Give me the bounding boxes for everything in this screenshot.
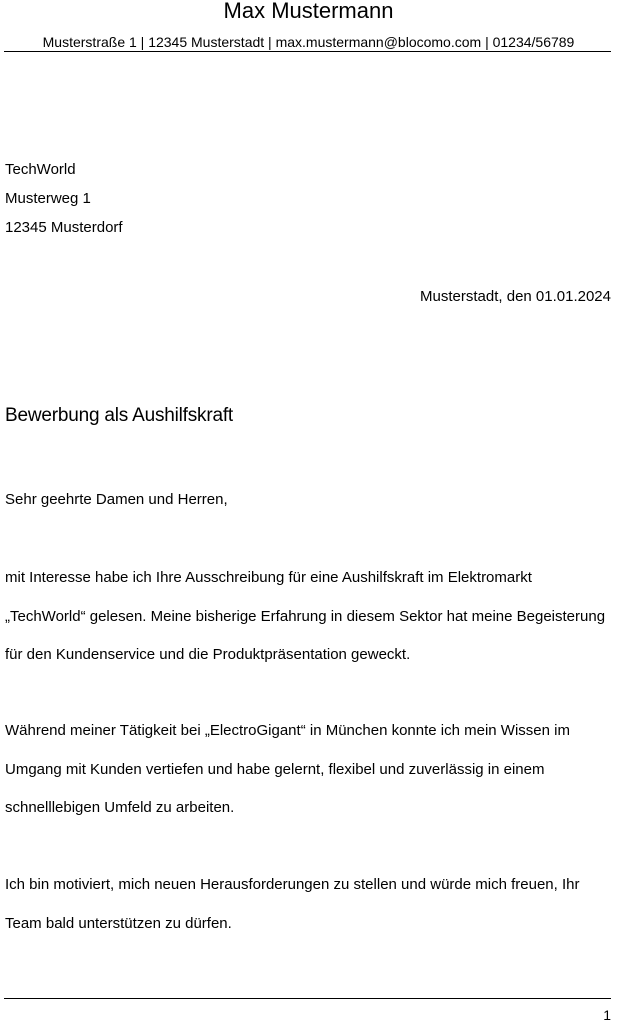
page-number: 1: [603, 1007, 611, 1023]
letter-date: Musterstadt, den 01.01.2024: [420, 288, 611, 305]
salutation: Sehr geehrte Damen und Herren,: [5, 491, 228, 508]
header-divider: [4, 51, 611, 52]
body-paragraph: mit Interesse habe ich Ihre Ausschreibung für eine Aushilfskraft im Elektromarkt „TechWorld“ gelesen. Meine bisherige Erfahrung in diesem Sektor hat meine Begeisterung für den Kundenservice und die Produktpräsentation geweckt.: [5, 569, 606, 663]
body-paragraph: Ich bin motiviert, mich neuen Herausforderungen zu stellen und würde mich freuen, Ihr Team bald unterstützen zu dürfen.: [5, 876, 580, 932]
recipient-address: [5, 160, 123, 247]
footer-divider: [4, 998, 611, 999]
recipient-city: 12345 Musterdorf: [5, 219, 123, 236]
recipient-company: TechWorld: [5, 161, 76, 178]
letter-subject: Bewerbung als Aushilfskraft: [5, 405, 233, 426]
sender-name: Max Mustermann: [223, 0, 394, 23]
body-paragraph: Während meiner Tätigkeit bei „ElectroGigant“ in München konnte ich mein Wissen im Umgang mit Kunden vertiefen und habe gelernt, flexibel und zuverlässig in einem schnelllebigen Umfeld zu arbeiten.: [5, 722, 570, 816]
recipient-street: Musterweg 1: [5, 190, 91, 207]
sender-contact-line: Musterstraße 1 | 12345 Musterstadt | max.mustermann@blocomo.com | 01234/56789: [42, 34, 575, 50]
